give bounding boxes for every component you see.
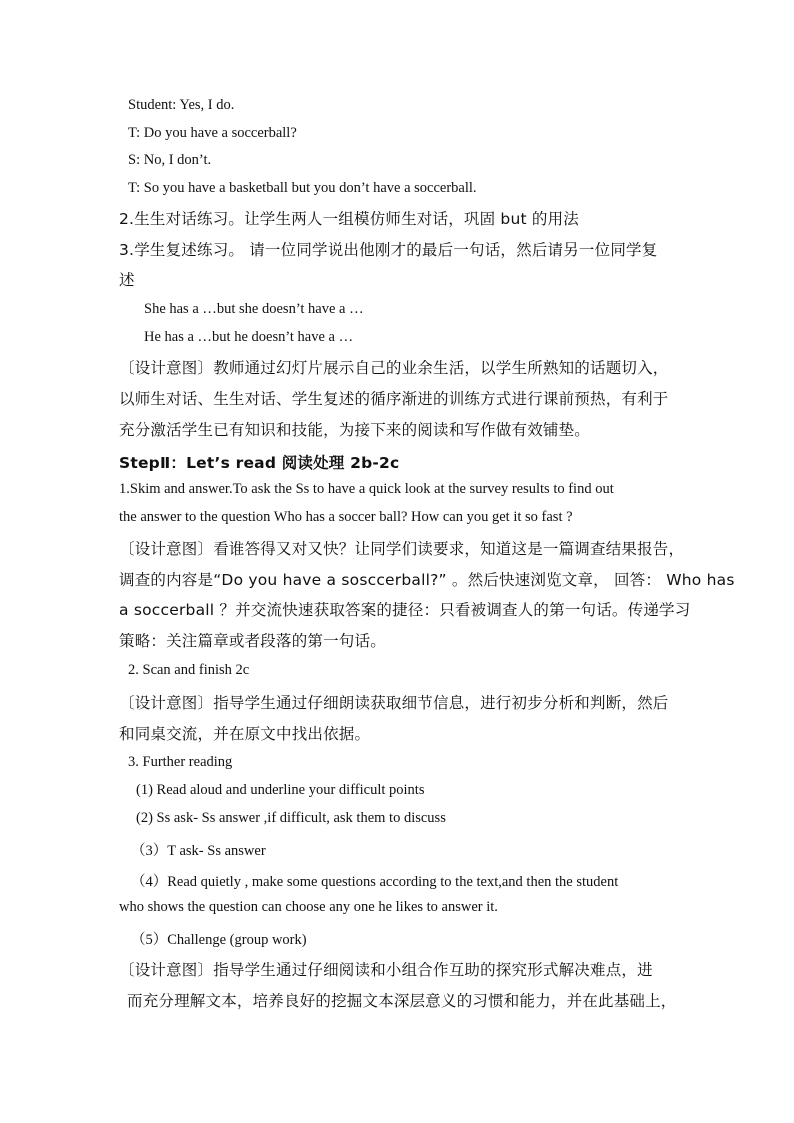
design-intent: 〔设计意图〕教师通过幻灯片展示自己的业余生活，以学生所熟知的话题切入， xyxy=(119,359,669,377)
dialogue-line: T: Do you have a soccerball? xyxy=(128,125,297,141)
design-intent: 充分激活学生已有知识和技能，为接下来的阅读和写作做有效铺垫。 xyxy=(119,421,591,439)
dialogue-line: T: So you have a basketball but you don’t have a soccerball. xyxy=(128,180,477,196)
activity-3-cont: 述 xyxy=(119,271,135,289)
dialogue-line: Student: Yes, I do. xyxy=(128,97,235,113)
design-intent: 策略：关注篇章或者段落的第一句话。 xyxy=(119,632,386,650)
reading-step: （3）T ask- Ss answer xyxy=(131,843,266,859)
pattern-sentence: He has a …but he doesn’t have a … xyxy=(144,329,354,345)
dialogue-line: S: No, I don’t. xyxy=(128,152,212,168)
design-intent: 〔设计意图〕指导学生通过仔细阅读和小组合作互助的探究形式解决难点，进 xyxy=(119,961,653,979)
design-intent: 以师生对话、生生对话、学生复述的循序渐进的训练方式进行课前预热，有利于 xyxy=(119,390,669,408)
reading-step: (1) Read aloud and underline your difficult points xyxy=(136,782,425,798)
design-intent: 〔设计意图〕指导学生通过仔细朗读获取细节信息，进行初步分析和判断，然后 xyxy=(119,694,669,712)
reading-step: （5）Challenge (group work) xyxy=(131,932,307,948)
reading-step: （4）Read quietly , make some questions according to the text,and then the student xyxy=(131,874,619,890)
further-reading: 3. Further reading xyxy=(128,754,233,770)
scan-task: 2. Scan and finish 2c xyxy=(128,662,250,678)
activity-2: 2.生生对话练习。让学生两人一组模仿师生对话，巩固 but 的用法 xyxy=(119,210,579,228)
activity-3: 3.学生复述练习。 请一位同学说出他刚才的最后一句话，然后请另一位同学复 xyxy=(119,241,658,259)
design-intent: 和同桌交流，并在原文中找出依据。 xyxy=(119,725,371,743)
reading-step: (2) Ss ask- Ss answer ,if difficult, ask them to discuss xyxy=(136,810,446,826)
reading-step: who shows the question can choose any one he likes to answer it. xyxy=(119,899,498,915)
skim-task: 1.Skim and answer.To ask the Ss to have a quick look at the survey results to find out xyxy=(119,481,614,497)
step-heading: StepⅡ：Let’s read 阅读处理 2b-2c xyxy=(119,454,400,472)
design-intent: 〔设计意图〕看谁答得又对又快？让同学们读要求，知道这是一篇调查结果报告， xyxy=(119,540,685,558)
skim-task: the answer to the question Who has a soccer ball? How can you get it so fast ? xyxy=(119,509,573,525)
design-intent: 调查的内容是“Do you have a sosccerball?” 。然后快速浏览文章， 回答： Who has xyxy=(119,571,735,589)
design-intent: a soccerball ？并交流快速获取答案的捷径：只看被调查人的第一句话。传递学习 xyxy=(119,601,691,619)
pattern-sentence: She has a …but she doesn’t have a … xyxy=(144,301,364,317)
design-intent: 而充分理解文本，培养良好的挖掘文本深层意义的习惯和能力，并在此基础上， xyxy=(127,992,677,1010)
